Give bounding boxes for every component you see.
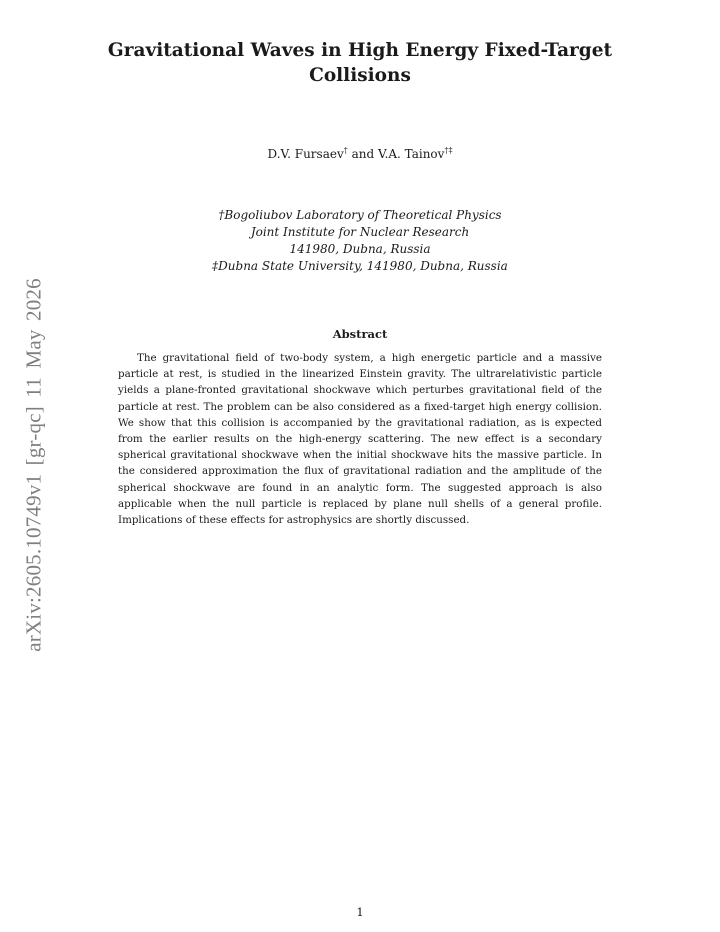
affiliation-block bbox=[100, 207, 620, 275]
affiliation-line: ‡Dubna State University, 141980, Dubna, Russia bbox=[212, 259, 508, 273]
author-affiliation-mark: † bbox=[343, 146, 348, 155]
paper-title: Gravitational Waves in High Energy Fixed-Target Collisions bbox=[107, 40, 613, 86]
author-line bbox=[100, 145, 620, 163]
affiliation-line: †Bogoliubov Laboratory of Theoretical Physics bbox=[218, 208, 502, 222]
author-affiliation-mark: †‡ bbox=[444, 146, 453, 155]
abstract-body: The gravitational field of two-body system, a high energetic particle and a massive particle at rest, is studied in the linearized Einstein gravity. The ultrarelativistic particle yields a plane-fronted gravitational shockwave which perturbes gravitational field of the particle at rest. The problem can be also considered as a fixed-target high energy collision. We show that this collision is accompanied by the gravitational radiation, as is expected from the earlier results on the high-energy scattering. The new effect is a secondary spherical gravitational shockwave when the initial shockwave hits the massive particle. In the considered approximation the flux of gravitational radiation and the amplitude of the spherical shockwave are found in an analytic form. The suggested approach is also applicable when the null particle is replaced by plane null shells of a general profile. Implications of these effects for astrophysics are shortly discussed. bbox=[118, 352, 602, 527]
author-name: D.V. Fursaev bbox=[267, 147, 344, 161]
affiliation-line: Joint Institute for Nuclear Research bbox=[250, 225, 470, 239]
author-separator: and bbox=[347, 147, 378, 161]
abstract-heading: Abstract bbox=[332, 327, 388, 341]
arxiv-identifier-stamp[interactable]: arXiv:2605.10749v1 [gr-qc] 11 May 2026 bbox=[21, 278, 46, 652]
page-number: 1 bbox=[356, 905, 364, 919]
author-name: V.A. Tainov bbox=[377, 147, 445, 161]
affiliation-line: 141980, Dubna, Russia bbox=[289, 242, 431, 256]
